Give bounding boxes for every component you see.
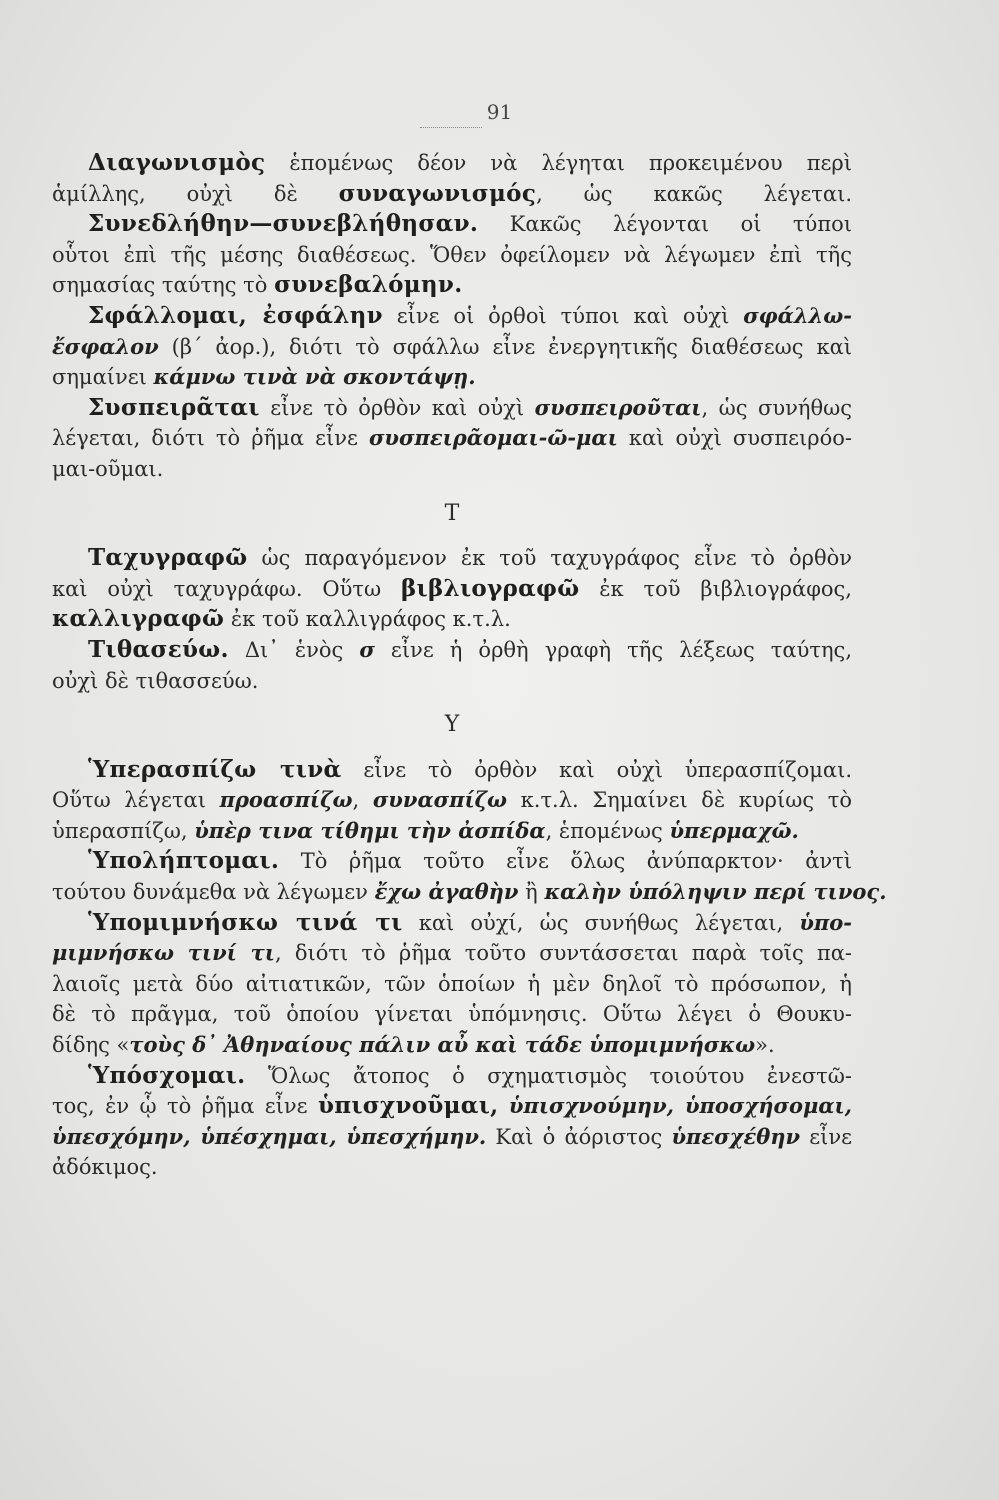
text-line xyxy=(52,785,852,816)
text-line xyxy=(52,543,852,574)
text-line xyxy=(52,240,852,271)
text-span: , διότι τὸ ῥῆμα τοῦτο συντάσσεται παρὰ τοῖς πα- xyxy=(274,941,852,966)
text-span: οὗτοι ἐπὶ τῆς μέσης διαθέσεως. Ὅθεν ὀφείλομεν νὰ λέγωμεν ἐπὶ τῆς xyxy=(52,242,852,267)
text-span: Ὅλως ἄτοπος ὁ σχηματισμὸς τοιούτου ἐνεστῶ- xyxy=(245,1063,852,1088)
emphasis-term: σφάλλω- xyxy=(743,302,852,328)
text-line xyxy=(52,423,852,454)
text-span: καὶ οὐχί, ὡς συνήθως λέγεται, xyxy=(402,910,800,935)
text-span: δὲ τὸ πρᾶγμα, τοῦ ὁποίου γίνεται ὑπόμνησις. Οὕτω λέγει ὁ Θουκυ- xyxy=(52,1002,852,1027)
text-span: μαι-οῦμαι. xyxy=(52,456,164,481)
text-line xyxy=(52,969,852,1000)
text-line xyxy=(52,1091,852,1122)
text-span: , ὡς κακῶς λέγεται. xyxy=(536,181,852,206)
text-span: τούτου δυνάμεθα νὰ λέγωμεν xyxy=(52,880,375,905)
bold-term: συναγωνισμός xyxy=(338,179,537,207)
text-span: Οὕτω λέγεται xyxy=(52,788,220,813)
text-span: (β΄ ἀορ.), διότι τὸ σφάλλω εἶνε ἐνεργητικῆς διαθέσεως καὶ xyxy=(158,334,852,359)
text-span: ἢ xyxy=(518,880,545,905)
emphasis-term: συνασπίζω xyxy=(372,787,508,813)
headword-ypomimnisko: Ὑπομιμνήσκω τινά τι xyxy=(88,908,403,936)
text-line xyxy=(52,877,887,908)
text-line xyxy=(52,270,852,301)
text-span: εἶνε xyxy=(800,1124,852,1149)
emphasis-term: ὑπὲρ τινα τίθημι τὴν ἀσπίδα xyxy=(194,817,546,843)
header-rule xyxy=(420,127,482,128)
text-line xyxy=(52,148,852,179)
text-span: ἐκ τοῦ καλλιγράφος κ.τ.λ. xyxy=(224,607,511,632)
text-span: εἶνε ἡ ὀρθὴ γραφὴ τῆς λέξεως ταύτης, xyxy=(374,637,852,662)
emphasis-term: ὑπεσχόμην, ὑπέσχημαι, ὑπεσχήμην. xyxy=(52,1123,487,1149)
emphasis-term: συσπειροῦται xyxy=(534,394,702,420)
text-line xyxy=(52,209,852,240)
emphasis-term: μιμνήσκω τινί τι xyxy=(52,940,275,966)
text-span: Δι᾽ ἑνὸς xyxy=(228,637,360,662)
section-heading-y: Υ xyxy=(444,712,460,738)
text-span: Τὸ ῥῆμα τοῦτο εἶνε ὅλως ἀνύπαρκτον· ἀντὶ xyxy=(279,849,852,874)
page-number: 91 xyxy=(486,100,513,124)
headword-syspeiratai: Συσπειρᾶται xyxy=(88,393,260,421)
text-span: ». xyxy=(755,1033,775,1058)
text-span: οὐχὶ δὲ τιθασσεύω. xyxy=(52,668,259,693)
text-span: δίδης « xyxy=(52,1033,130,1058)
text-line xyxy=(52,393,852,424)
emphasis-term: ἔσφαλον xyxy=(52,333,159,359)
text-line xyxy=(52,301,852,332)
text-span xyxy=(499,1094,509,1118)
text-span: κ.τ.λ. Σημαίνει δὲ κυρίως τὸ xyxy=(507,788,853,813)
emphasis-term: ὑπο- xyxy=(799,909,852,935)
text-span: , ἑπομένως xyxy=(545,818,670,843)
text-span: ἑπομένως δέον νὰ λέγηται προκειμένου περὶ xyxy=(265,151,852,175)
section-heading-t: Τ xyxy=(444,500,460,526)
emphasis-term: ἔχω ἀγαθὴν xyxy=(374,879,519,905)
emphasis-term: σ xyxy=(359,636,375,662)
headword-yposchomai: Ὑπόσχομαι. xyxy=(88,1061,246,1089)
text-line xyxy=(52,755,852,786)
text-span: καὶ οὐχὶ ταχυγράφω. Οὕτω xyxy=(52,576,401,601)
text-line xyxy=(52,179,852,210)
text-line xyxy=(52,604,852,635)
text-span: , xyxy=(352,788,373,813)
text-line xyxy=(52,574,852,605)
text-line xyxy=(52,1030,852,1061)
headword-tachygrafo: Ταχυγραφῶ xyxy=(88,544,248,572)
text-line xyxy=(52,635,852,666)
bold-term: ὑπισχνοῦμαι, xyxy=(317,1092,499,1120)
headword-ypoleptomai: Ὑπολήπτομαι. xyxy=(88,847,280,875)
text-line xyxy=(52,454,852,485)
text-span: τος, ἐν ᾧ τὸ ῥῆμα εἶνε xyxy=(52,1094,318,1119)
emphasis-term: ὑπεσχέθην xyxy=(671,1123,801,1149)
emphasis-term: καλὴν ὑπόληψιν περί τινος. xyxy=(544,879,887,905)
text-line xyxy=(52,332,852,363)
bold-term: καλλιγραφῶ xyxy=(52,605,225,633)
headword-yperaspizo: Ὑπερασπίζω τινὰ xyxy=(88,755,342,783)
text-span: ἁμίλλης, οὐχὶ δὲ xyxy=(52,181,339,206)
headword-sfallomai: Σφάλλομαι, ἐσφάλην xyxy=(88,301,383,329)
emphasis-term: τοὺς δ᾽ Ἀθηναίους πάλιν αὖ καὶ τάδε ὑπομιμνήσκω xyxy=(129,1032,756,1058)
text-span: λέγεται, διότι τὸ ῥῆμα εἶνε xyxy=(52,426,369,451)
text-span: εἶνε οἱ ὀρθοὶ τύποι καὶ οὐχὶ xyxy=(382,303,744,328)
text-line xyxy=(52,846,852,877)
text-span: σημαίνει xyxy=(52,365,154,390)
text-line xyxy=(52,1061,852,1092)
emphasis-term: κάμνω τινὰ νὰ σκοντάψῃ. xyxy=(153,364,476,390)
text-span: καὶ οὐχὶ συσπειρόο- xyxy=(617,426,853,451)
emphasis-term: συσπειρᾶομαι-ῶ-μαι xyxy=(368,425,618,451)
text-span: ἐκ τοῦ βιβλιογράφος, xyxy=(579,576,852,601)
headword-diagonismos: Διαγωνισμὸς xyxy=(88,149,266,176)
text-span: ἀδόκιμος. xyxy=(52,1155,158,1180)
text-span: εἶνε τὸ ὀρθὸν καὶ οὐχὶ xyxy=(259,395,535,420)
bold-term: βιβλιογραφῶ xyxy=(400,574,580,602)
text-span: Κακῶς λέγονται οἱ τύποι xyxy=(478,212,852,237)
text-span: σημασίας ταύτης τὸ xyxy=(52,273,275,298)
text-line xyxy=(52,908,852,939)
text-span: λαιοῖς μετὰ δύο αἰτιατικῶν, τῶν ὁποίων ἡ μὲν δηλοῖ τὸ πρόσωπον, ἡ xyxy=(52,971,852,996)
text-line xyxy=(52,666,852,697)
emphasis-term: ὑπερμαχῶ. xyxy=(669,817,799,843)
text-line xyxy=(52,1122,852,1153)
text-span: ὑπερασπίζω, xyxy=(52,818,195,843)
body-text xyxy=(52,148,887,1183)
bold-term: συνεβαλόμην. xyxy=(274,271,463,299)
text-line xyxy=(52,1152,852,1183)
text-span: , ὡς συνήθως xyxy=(701,395,852,420)
text-span: ὡς παραγόμενον ἐκ τοῦ ταχυγράφος εἶνε τὸ ὀρθὸν xyxy=(247,546,852,571)
text-line xyxy=(52,999,852,1030)
emphasis-term: ὑπισχνούμην, ὑποσχήσομαι, xyxy=(508,1093,852,1119)
emphasis-term: προασπίζω xyxy=(219,787,353,813)
text-span: Καὶ ὁ ἀόριστος xyxy=(486,1124,672,1149)
headword-tithaseyo: Τιθασεύω. xyxy=(88,635,229,663)
text-span: εἶνε τὸ ὀρθὸν καὶ οὐχὶ ὑπερασπίζομαι. xyxy=(341,757,852,782)
text-line xyxy=(52,362,852,393)
text-line xyxy=(52,816,852,847)
headword-synevlithin: Συνεδλήθην—συνεβλήθησαν. xyxy=(88,210,479,238)
text-line xyxy=(52,938,852,969)
